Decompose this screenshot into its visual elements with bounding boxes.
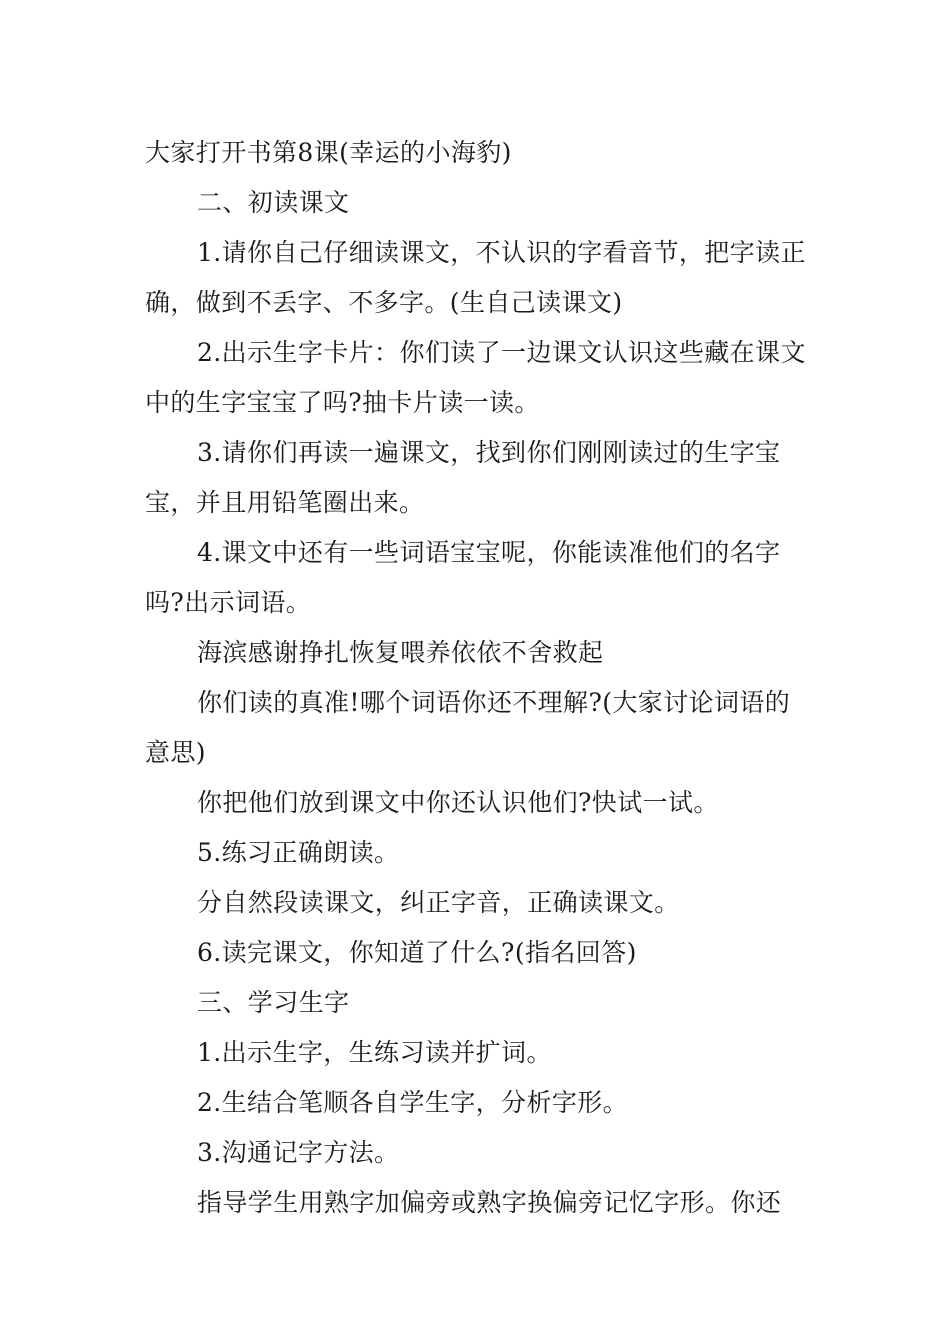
paragraph-step-4: 4.课文中还有一些词语宝宝呢，你能读准他们的名字吗?出示词语。 — [145, 538, 781, 617]
paragraph-step-3: 3.请你们再读一遍课文，找到你们刚刚读过的生字宝宝，并且用铅笔圈出来。 — [145, 438, 781, 517]
heading-learn-characters: 三、学习生字 — [197, 988, 350, 1017]
paragraph-try-in-text: 你把他们放到课文中你还认识他们?快试一试。 — [197, 788, 719, 817]
paragraph-lesson-intro: 大家打开书第8课(幸运的小海豹) — [145, 138, 512, 167]
paragraph-char-step-2: 2.生结合笔顺各自学生字，分析字形。 — [197, 1088, 629, 1117]
paragraph-step-2: 2.出示生字卡片：你们读了一边课文认识这些藏在课文中的生字宝宝了吗?抽卡片读一读。 — [145, 338, 806, 417]
paragraph-char-step-1: 1.出示生字，生练习读并扩词。 — [197, 1038, 552, 1067]
paragraph-char-step-3: 3.沟通记字方法。 — [197, 1138, 400, 1167]
paragraph-word-discussion: 你们读的真准!哪个词语你还不理解?(大家讨论词语的意思) — [145, 688, 791, 767]
paragraph-word-list: 海滨感谢挣扎恢复喂养依依不舍救起 — [197, 638, 604, 667]
document-body — [145, 128, 810, 1228]
paragraph-memory-guidance: 指导学生用熟字加偏旁或熟字换偏旁记忆字形。你还 — [197, 1188, 782, 1217]
paragraph-step-1: 1.请你自己仔细读课文，不认识的字看音节，把字读正确，做到不丢字、不多字。(生自己读课文) — [145, 238, 806, 317]
paragraph-step-5: 5.练习正确朗读。 — [197, 838, 400, 867]
heading-first-reading: 二、初读课文 — [197, 188, 350, 217]
paragraph-step-6: 6.读完课文，你知道了什么?(指名回答) — [197, 938, 637, 967]
paragraph-read-by-section: 分自然段读课文，纠正字音，正确读课文。 — [197, 888, 680, 917]
